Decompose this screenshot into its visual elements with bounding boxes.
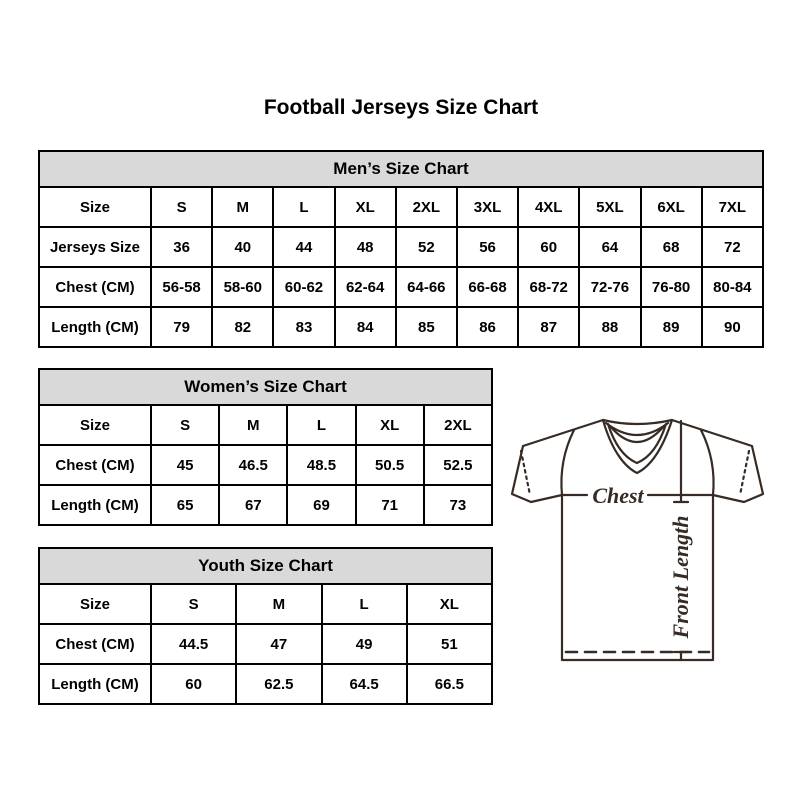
cell: 66-68 bbox=[457, 267, 518, 307]
left-cuff-stitch bbox=[521, 451, 530, 495]
cell: 2XL bbox=[424, 405, 492, 445]
table-row bbox=[39, 187, 763, 227]
cell: 69 bbox=[287, 485, 355, 525]
row-label: Size bbox=[39, 187, 151, 227]
cell: 71 bbox=[356, 485, 424, 525]
cell: 87 bbox=[518, 307, 579, 347]
cell: 86 bbox=[457, 307, 518, 347]
cell: 79 bbox=[151, 307, 212, 347]
cell: 62.5 bbox=[236, 664, 321, 704]
womens-size-table bbox=[38, 368, 493, 526]
left-armhole-seam bbox=[561, 430, 574, 495]
youth-size-table bbox=[38, 547, 493, 705]
cell: XL bbox=[407, 584, 492, 624]
cell: 60 bbox=[151, 664, 236, 704]
cell: 60-62 bbox=[273, 267, 334, 307]
jersey-diagram bbox=[500, 400, 770, 670]
cell: 52 bbox=[396, 227, 457, 267]
cell: L bbox=[273, 187, 334, 227]
table-row bbox=[39, 664, 492, 704]
cell: 76-80 bbox=[641, 267, 702, 307]
cell: 2XL bbox=[396, 187, 457, 227]
cell: 51 bbox=[407, 624, 492, 664]
right-cuff-stitch bbox=[740, 451, 749, 495]
row-label: Chest (CM) bbox=[39, 445, 151, 485]
row-label: Size bbox=[39, 405, 151, 445]
chest-label: Chest bbox=[592, 483, 644, 508]
cell: L bbox=[322, 584, 407, 624]
table-row bbox=[39, 307, 763, 347]
cell: 88 bbox=[579, 307, 640, 347]
table-row bbox=[39, 624, 492, 664]
cell: 62-64 bbox=[335, 267, 396, 307]
row-label: Size bbox=[39, 584, 151, 624]
table-row bbox=[39, 405, 492, 445]
cell: 56-58 bbox=[151, 267, 212, 307]
cell: 44.5 bbox=[151, 624, 236, 664]
cell: 47 bbox=[236, 624, 321, 664]
row-label: Chest (CM) bbox=[39, 624, 151, 664]
cell: XL bbox=[356, 405, 424, 445]
cell: 49 bbox=[322, 624, 407, 664]
right-armhole-seam bbox=[701, 430, 714, 495]
collar-opening-edge bbox=[603, 420, 672, 424]
cell: 68-72 bbox=[518, 267, 579, 307]
cell: M bbox=[219, 405, 287, 445]
men-table-header-row bbox=[39, 151, 763, 187]
men-table-title: Men’s Size Chart bbox=[39, 151, 763, 187]
cell: 56 bbox=[457, 227, 518, 267]
cell: 48.5 bbox=[287, 445, 355, 485]
table-row bbox=[39, 584, 492, 624]
youth-table-title: Youth Size Chart bbox=[39, 548, 492, 584]
cell: 72-76 bbox=[579, 267, 640, 307]
jersey-illustration bbox=[500, 400, 770, 670]
row-label: Jerseys Size bbox=[39, 227, 151, 267]
cell: 66.5 bbox=[407, 664, 492, 704]
cell: 4XL bbox=[518, 187, 579, 227]
women-table-header-row bbox=[39, 369, 492, 405]
cell: 6XL bbox=[641, 187, 702, 227]
cell: 68 bbox=[641, 227, 702, 267]
row-label: Length (CM) bbox=[39, 485, 151, 525]
cell: 85 bbox=[396, 307, 457, 347]
cell: 50.5 bbox=[356, 445, 424, 485]
cell: S bbox=[151, 187, 212, 227]
table-row bbox=[39, 267, 763, 307]
cell: 90 bbox=[702, 307, 763, 347]
cell: 60 bbox=[518, 227, 579, 267]
women-table-title: Women’s Size Chart bbox=[39, 369, 492, 405]
cell: 89 bbox=[641, 307, 702, 347]
row-label: Length (CM) bbox=[39, 307, 151, 347]
cell: 46.5 bbox=[219, 445, 287, 485]
cell: 64 bbox=[579, 227, 640, 267]
youth-table-header-row bbox=[39, 548, 492, 584]
front-length-label: Front Length bbox=[668, 515, 693, 639]
cell: 3XL bbox=[457, 187, 518, 227]
table-row bbox=[39, 445, 492, 485]
cell: S bbox=[151, 405, 219, 445]
cell: 83 bbox=[273, 307, 334, 347]
cell: 7XL bbox=[702, 187, 763, 227]
cell: 64.5 bbox=[322, 664, 407, 704]
cell: 36 bbox=[151, 227, 212, 267]
cell: 73 bbox=[424, 485, 492, 525]
table-row bbox=[39, 227, 763, 267]
cell: 48 bbox=[335, 227, 396, 267]
cell: 84 bbox=[335, 307, 396, 347]
cell: L bbox=[287, 405, 355, 445]
cell: 65 bbox=[151, 485, 219, 525]
cell: 58-60 bbox=[212, 267, 273, 307]
cell: 64-66 bbox=[396, 267, 457, 307]
page-title: Football Jerseys Size Chart bbox=[263, 96, 539, 119]
cell: 80-84 bbox=[702, 267, 763, 307]
table-row bbox=[39, 485, 492, 525]
row-label: Length (CM) bbox=[39, 664, 151, 704]
cell: 45 bbox=[151, 445, 219, 485]
cell: M bbox=[212, 187, 273, 227]
cell: 40 bbox=[212, 227, 273, 267]
cell: M bbox=[236, 584, 321, 624]
cell: 44 bbox=[273, 227, 334, 267]
cell: 72 bbox=[702, 227, 763, 267]
row-label: Chest (CM) bbox=[39, 267, 151, 307]
cell: 52.5 bbox=[424, 445, 492, 485]
jersey-outline bbox=[512, 420, 763, 660]
cell: 67 bbox=[219, 485, 287, 525]
mens-size-table bbox=[38, 150, 764, 348]
cell: XL bbox=[335, 187, 396, 227]
cell: S bbox=[151, 584, 236, 624]
cell: 5XL bbox=[579, 187, 640, 227]
cell: 82 bbox=[212, 307, 273, 347]
